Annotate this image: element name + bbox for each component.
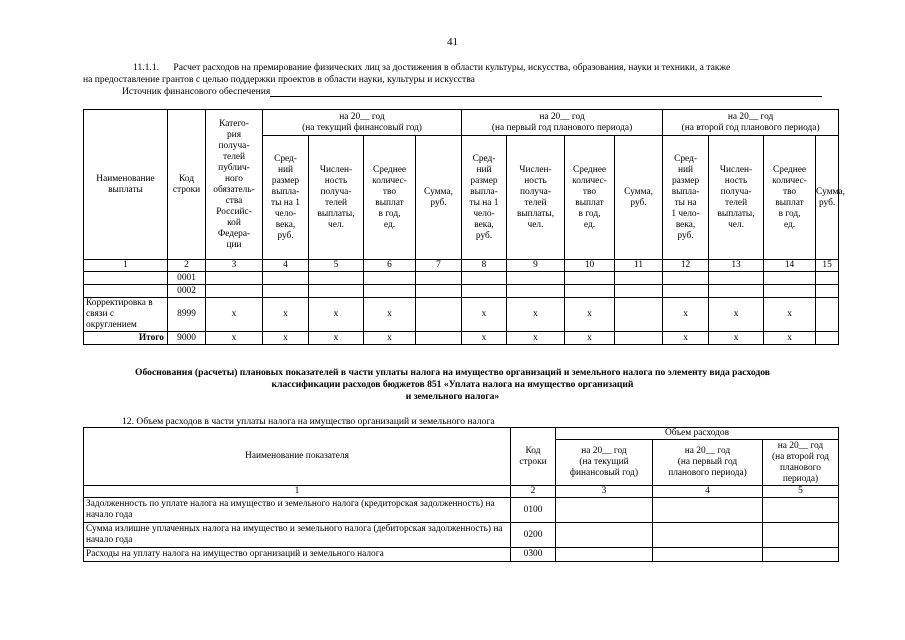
row-code-cell: 0001 bbox=[168, 272, 206, 285]
row-name-cell bbox=[84, 272, 168, 285]
data-cell: x bbox=[263, 332, 309, 345]
data-cell bbox=[462, 285, 507, 298]
data-cell: x bbox=[507, 332, 565, 345]
header-current-year: на 20__ год (на текущий финансовый год) bbox=[556, 440, 653, 486]
data-cell bbox=[556, 523, 653, 548]
data-cell bbox=[709, 272, 764, 285]
data-cell bbox=[206, 272, 263, 285]
data-cell: x bbox=[206, 298, 263, 332]
column-number-cell: 2 bbox=[168, 260, 206, 272]
data-cell: x bbox=[462, 298, 507, 332]
header-avg-payment: Сред- ний размер выпла- ты на 1 чело- века, руб. bbox=[263, 136, 309, 260]
table-row bbox=[84, 548, 839, 562]
column-number-cell: 14 bbox=[764, 260, 816, 272]
table2-column-numbers-row bbox=[84, 486, 839, 498]
data-cell: x bbox=[263, 298, 309, 332]
data-cell: x bbox=[462, 332, 507, 345]
funding-source-blank bbox=[270, 86, 822, 97]
data-cell bbox=[263, 272, 309, 285]
data-cell bbox=[309, 285, 364, 298]
table-row bbox=[84, 332, 839, 345]
data-cell: x bbox=[309, 298, 364, 332]
column-number-cell: 2 bbox=[511, 486, 556, 498]
header-sum: Сумма, руб. bbox=[615, 136, 663, 260]
row-code-cell: 0300 bbox=[511, 548, 556, 562]
data-cell bbox=[653, 498, 763, 523]
data-cell: x bbox=[565, 332, 615, 345]
data-cell bbox=[816, 332, 839, 345]
property-land-tax-table bbox=[83, 427, 839, 562]
column-number-cell: 15 bbox=[816, 260, 839, 272]
data-cell: x bbox=[663, 332, 709, 345]
funding-source-line bbox=[122, 86, 822, 97]
header-recipient-count: Числен- ность получа- телей выплаты, чел. bbox=[309, 136, 364, 260]
indicator-name-cell: Сумма излишне уплаченных налога на имущество и земельного налога (дебиторская задолженность) на начало года bbox=[84, 523, 511, 548]
row-name-cell: Итого bbox=[84, 332, 168, 345]
row-code-cell: 0200 bbox=[511, 523, 556, 548]
row-code-cell: 9000 bbox=[168, 332, 206, 345]
data-cell: x bbox=[764, 298, 816, 332]
data-cell bbox=[663, 272, 709, 285]
column-number-cell: 11 bbox=[615, 260, 663, 272]
data-cell bbox=[709, 285, 764, 298]
data-cell bbox=[663, 285, 709, 298]
table-row bbox=[84, 298, 839, 332]
header-second-plan-year: на 20__ год (на второй год планового периода) bbox=[763, 440, 839, 486]
data-cell bbox=[364, 285, 416, 298]
data-cell bbox=[416, 285, 462, 298]
column-number-cell: 4 bbox=[263, 260, 309, 272]
table-row bbox=[84, 272, 839, 285]
header-recipient-count: Числен- ность получа- телей выплаты, чел. bbox=[709, 136, 764, 260]
header-avg-payment: Сред- ний размер выпла- ты на 1 чело- века, руб. bbox=[663, 136, 709, 260]
data-cell bbox=[206, 285, 263, 298]
section12-title: 12. Объем расходов в части уплаты налога на имущество организаций и земельного налога bbox=[122, 416, 495, 427]
indicator-name-cell: Расходы на уплату налога на имущество организаций и земельного налога bbox=[84, 548, 511, 562]
row-name-cell: Корректировка в связи с округлением bbox=[84, 298, 168, 332]
data-cell bbox=[556, 498, 653, 523]
funding-source-label: Источник финансового обеспечения bbox=[122, 86, 271, 97]
data-cell bbox=[309, 272, 364, 285]
header-first-plan-year: на 20__ год (на первый год планового периода) bbox=[653, 440, 763, 486]
data-cell bbox=[764, 272, 816, 285]
data-cell bbox=[816, 298, 839, 332]
data-cell bbox=[507, 285, 565, 298]
data-cell bbox=[763, 523, 839, 548]
data-cell: x bbox=[764, 332, 816, 345]
row-code-cell: 0100 bbox=[511, 498, 556, 523]
column-number-cell: 5 bbox=[309, 260, 364, 272]
column-number-cell: 6 bbox=[364, 260, 416, 272]
data-cell bbox=[507, 272, 565, 285]
data-cell: x bbox=[507, 298, 565, 332]
table1-column-numbers-row bbox=[84, 260, 839, 272]
data-cell bbox=[565, 272, 615, 285]
page-number: 41 bbox=[447, 36, 458, 48]
column-number-cell: 9 bbox=[507, 260, 565, 272]
column-number-cell: 3 bbox=[556, 486, 653, 498]
header-indicator-name: Наименование показателя bbox=[84, 428, 511, 486]
column-number-cell: 8 bbox=[462, 260, 507, 272]
data-cell: x bbox=[364, 332, 416, 345]
data-cell: x bbox=[709, 298, 764, 332]
data-cell bbox=[653, 523, 763, 548]
column-number-cell: 3 bbox=[206, 260, 263, 272]
column-number-cell: 13 bbox=[709, 260, 764, 272]
data-cell bbox=[462, 272, 507, 285]
payments-calculation-table bbox=[83, 109, 845, 345]
data-cell: x bbox=[709, 332, 764, 345]
header-payment-name: Наименование выплаты bbox=[84, 110, 168, 260]
table1-header-row1 bbox=[84, 110, 839, 136]
header-period-second-plan: на 20__ год (на второй год планового периода) bbox=[663, 110, 839, 136]
row-name-cell bbox=[84, 285, 168, 298]
data-cell: x bbox=[565, 298, 615, 332]
justification-heading-line3: и земельного налога» bbox=[405, 391, 500, 402]
section-title-text: Расчет расходов на премирование физических лиц за достижения в области культуры, искусства, образования, науки и техники, а также bbox=[173, 62, 731, 73]
data-cell bbox=[416, 298, 462, 332]
data-cell bbox=[763, 498, 839, 523]
header-avg-payment-count: Среднее количес- тво выплат в год, ед. bbox=[764, 136, 816, 260]
section-number: 11.1.1. bbox=[133, 62, 160, 73]
data-cell bbox=[764, 285, 816, 298]
header-recipient-category: Катего- рия получа- телей публич- ного обязатель- ства Российс- кой Федера- ции bbox=[206, 110, 263, 260]
table2-header-row1 bbox=[84, 428, 839, 440]
data-cell bbox=[615, 298, 663, 332]
section-title-line2: на предоставление грантов с целью поддержки проектов в области науки, культуры и искусства bbox=[83, 74, 475, 85]
data-cell bbox=[615, 272, 663, 285]
data-cell bbox=[816, 272, 839, 285]
header-avg-payment-count: Среднее количес- тво выплат в год, ед. bbox=[565, 136, 615, 260]
data-cell bbox=[416, 332, 462, 345]
data-cell bbox=[416, 272, 462, 285]
column-number-cell: 5 bbox=[763, 486, 839, 498]
section-title-line1 bbox=[133, 62, 730, 73]
header-sum: Сумма, руб. bbox=[816, 136, 839, 260]
column-number-cell: 1 bbox=[84, 260, 168, 272]
data-cell bbox=[653, 548, 763, 562]
data-cell bbox=[816, 285, 839, 298]
header-sum: Сумма, руб. bbox=[416, 136, 462, 260]
row-code-cell: 0002 bbox=[168, 285, 206, 298]
data-cell bbox=[565, 285, 615, 298]
data-cell bbox=[263, 285, 309, 298]
column-number-cell: 7 bbox=[416, 260, 462, 272]
header-period-first-plan: на 20__ год (на первый год планового периода) bbox=[462, 110, 663, 136]
table-row bbox=[84, 498, 839, 523]
data-cell bbox=[556, 548, 653, 562]
header-avg-payment: Сред- ний размер выпла- ты на 1 чело- века, руб. bbox=[462, 136, 507, 260]
data-cell bbox=[615, 332, 663, 345]
data-cell: x bbox=[364, 298, 416, 332]
header-row-code: Код строки bbox=[511, 428, 556, 486]
data-cell bbox=[615, 285, 663, 298]
header-row-code: Код строки bbox=[168, 110, 206, 260]
header-recipient-count: Числен- ность получа- телей выплаты, чел. bbox=[507, 136, 565, 260]
data-cell: x bbox=[206, 332, 263, 345]
column-number-cell: 12 bbox=[663, 260, 709, 272]
column-number-cell: 4 bbox=[653, 486, 763, 498]
justification-heading-line1: Обоснования (расчеты) плановых показателей в части уплаты налога на имущество организаций и земельного налога по элементу вида расходов bbox=[135, 367, 770, 378]
data-cell bbox=[364, 272, 416, 285]
row-code-cell: 8999 bbox=[168, 298, 206, 332]
data-cell bbox=[763, 548, 839, 562]
header-period-current: на 20__ год (на текущий финансовый год) bbox=[263, 110, 462, 136]
justification-heading-line2: классификации расходов бюджетов 851 «Уплата налога на имущество организаций bbox=[271, 379, 634, 390]
column-number-cell: 10 bbox=[565, 260, 615, 272]
column-number-cell: 1 bbox=[84, 486, 511, 498]
table-row bbox=[84, 285, 839, 298]
header-expense-volume: Объем расходов bbox=[556, 428, 839, 440]
header-avg-payment-count: Среднее количес- тво выплат в год, ед. bbox=[364, 136, 416, 260]
indicator-name-cell: Задолженность по уплате налога на имущество и земельного налога (кредиторская задолженность) на начало года bbox=[84, 498, 511, 523]
data-cell: x bbox=[663, 298, 709, 332]
data-cell: x bbox=[309, 332, 364, 345]
table-row bbox=[84, 523, 839, 548]
